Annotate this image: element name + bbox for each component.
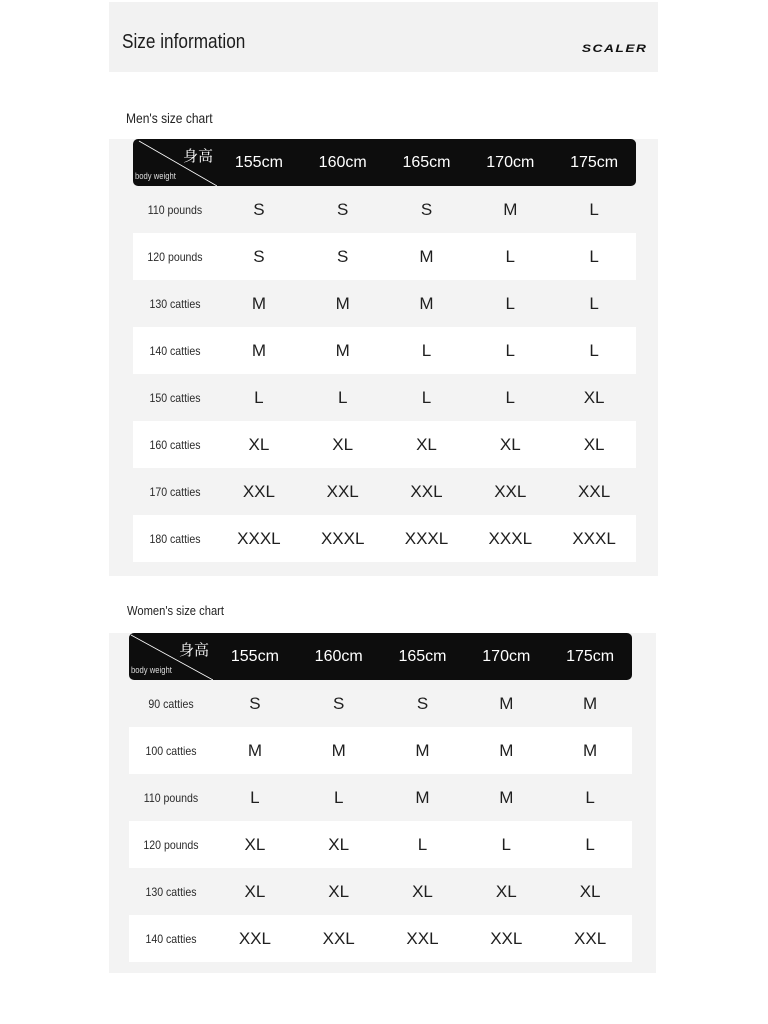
size-cell: XXXL bbox=[572, 528, 616, 548]
size-cell: L bbox=[589, 199, 599, 219]
size-cell: XXXL bbox=[404, 528, 449, 548]
table-row bbox=[129, 915, 632, 962]
mens-table-header bbox=[133, 139, 636, 186]
size-cell: M bbox=[499, 787, 514, 807]
table-row bbox=[133, 468, 636, 515]
size-cell: M bbox=[247, 740, 262, 760]
size-cell: M bbox=[415, 740, 430, 760]
size-cell: S bbox=[337, 246, 349, 266]
size-cell: M bbox=[331, 740, 346, 760]
size-cell: M bbox=[419, 246, 434, 266]
size-cell: S bbox=[333, 693, 345, 713]
size-cell: XL bbox=[244, 834, 266, 854]
size-cell: XL bbox=[583, 434, 605, 454]
table-row bbox=[133, 327, 636, 374]
size-cell: M bbox=[335, 340, 350, 360]
corner-weight-label: body weight bbox=[131, 665, 172, 675]
weight-row-label: 90 catties bbox=[148, 696, 194, 711]
table-row bbox=[133, 421, 636, 468]
table-row bbox=[133, 280, 636, 327]
height-column-header: 155cm bbox=[234, 153, 283, 171]
weight-row-label: 120 pounds bbox=[147, 249, 203, 264]
size-cell: M bbox=[499, 740, 514, 760]
page-header bbox=[109, 2, 658, 72]
mens-size-table bbox=[133, 139, 636, 562]
size-cell: S bbox=[249, 693, 261, 713]
height-column-header: 165cm bbox=[402, 153, 451, 171]
size-cell: M bbox=[251, 293, 266, 313]
size-cell: XL bbox=[332, 434, 354, 454]
womens-size-table bbox=[129, 633, 632, 962]
weight-row-label: 110 pounds bbox=[147, 202, 203, 217]
size-cell: S bbox=[253, 199, 265, 219]
size-cell: S bbox=[337, 199, 349, 219]
size-cell: L bbox=[501, 834, 512, 854]
table-row bbox=[133, 186, 636, 233]
weight-row-label: 100 catties bbox=[145, 743, 197, 758]
corner-weight-label: body weight bbox=[135, 171, 176, 181]
size-cell: M bbox=[583, 693, 598, 713]
size-cell: L bbox=[505, 246, 516, 266]
size-cell: XXL bbox=[322, 928, 355, 948]
size-cell: L bbox=[421, 387, 432, 407]
weight-row-label: 110 pounds bbox=[143, 790, 199, 805]
size-cell: S bbox=[253, 246, 265, 266]
size-cell: M bbox=[503, 199, 518, 219]
weight-row-label: 150 catties bbox=[149, 390, 201, 405]
corner-height-label: 身高 bbox=[182, 148, 213, 165]
size-cell: XXL bbox=[410, 481, 443, 501]
size-cell: XL bbox=[244, 881, 266, 901]
mens-corner-cell bbox=[133, 139, 217, 186]
size-cell: L bbox=[421, 340, 432, 360]
height-column-header: 160cm bbox=[318, 153, 367, 171]
table-row bbox=[133, 515, 636, 562]
size-cell: L bbox=[333, 787, 344, 807]
size-cell: L bbox=[254, 387, 264, 407]
size-cell: XXL bbox=[406, 928, 439, 948]
size-cell: L bbox=[505, 293, 516, 313]
womens-corner-cell bbox=[129, 633, 213, 680]
womens-table-header bbox=[129, 633, 632, 680]
size-cell: M bbox=[583, 740, 598, 760]
size-cell: XXL bbox=[578, 481, 611, 501]
size-cell: XXL bbox=[326, 481, 359, 501]
height-column-header: 155cm bbox=[230, 647, 279, 665]
mens-chart-title: Men's size chart bbox=[126, 110, 213, 126]
weight-row-label: 140 catties bbox=[145, 931, 197, 946]
size-cell: XXL bbox=[574, 928, 607, 948]
size-cell: M bbox=[251, 340, 266, 360]
size-cell: L bbox=[585, 787, 595, 807]
table-row bbox=[133, 233, 636, 280]
size-cell: XXL bbox=[494, 481, 527, 501]
size-cell: XL bbox=[579, 881, 601, 901]
size-cell: XL bbox=[583, 387, 605, 407]
corner-height-label: 身高 bbox=[178, 642, 209, 659]
size-cell: L bbox=[505, 387, 516, 407]
size-cell: XL bbox=[499, 434, 521, 454]
size-cell: L bbox=[505, 340, 516, 360]
height-column-header: 175cm bbox=[566, 647, 615, 665]
size-cell: XXXL bbox=[237, 528, 281, 548]
table-row bbox=[129, 868, 632, 915]
weight-row-label: 130 catties bbox=[149, 296, 201, 311]
weight-row-label: 130 catties bbox=[145, 884, 197, 899]
size-cell: L bbox=[250, 787, 260, 807]
weight-row-label: 140 catties bbox=[149, 343, 201, 358]
size-cell: XL bbox=[248, 434, 270, 454]
table-row bbox=[129, 821, 632, 868]
table-row bbox=[129, 727, 632, 774]
size-cell: XL bbox=[416, 434, 437, 454]
size-cell: XL bbox=[328, 834, 350, 854]
size-cell: S bbox=[420, 199, 433, 219]
brand-logo: SCALER bbox=[581, 43, 647, 55]
table-row bbox=[129, 774, 632, 821]
weight-row-label: 180 catties bbox=[149, 531, 201, 546]
weight-row-label: 120 pounds bbox=[143, 837, 199, 852]
size-cell: L bbox=[337, 387, 348, 407]
table-row bbox=[133, 374, 636, 421]
page-title: Size information bbox=[122, 31, 246, 53]
weight-row-label: 160 catties bbox=[149, 437, 201, 452]
height-column-header: 175cm bbox=[570, 153, 619, 171]
size-cell: XL bbox=[328, 881, 350, 901]
weight-row-label: 170 catties bbox=[149, 484, 201, 499]
size-cell: XXXL bbox=[488, 528, 533, 548]
size-cell: M bbox=[419, 293, 434, 313]
size-cell: L bbox=[589, 246, 599, 266]
size-cell: L bbox=[589, 340, 599, 360]
table-row bbox=[129, 680, 632, 727]
size-cell: XL bbox=[495, 881, 517, 901]
size-cell: S bbox=[416, 693, 429, 713]
size-cell: M bbox=[499, 693, 514, 713]
height-column-header: 160cm bbox=[314, 647, 363, 665]
size-cell: L bbox=[589, 293, 599, 313]
height-column-header: 165cm bbox=[398, 647, 447, 665]
height-column-header: 170cm bbox=[486, 153, 535, 171]
size-cell: M bbox=[335, 293, 350, 313]
size-cell: L bbox=[585, 834, 595, 854]
size-cell: XXL bbox=[242, 481, 275, 501]
size-cell: XXL bbox=[238, 928, 271, 948]
size-cell: M bbox=[415, 787, 430, 807]
size-cell: XL bbox=[412, 881, 433, 901]
size-cell: XXL bbox=[490, 928, 523, 948]
womens-chart-title: Women's size chart bbox=[127, 603, 224, 618]
size-cell: L bbox=[417, 834, 428, 854]
height-column-header: 170cm bbox=[482, 647, 531, 665]
size-cell: XXXL bbox=[320, 528, 365, 548]
